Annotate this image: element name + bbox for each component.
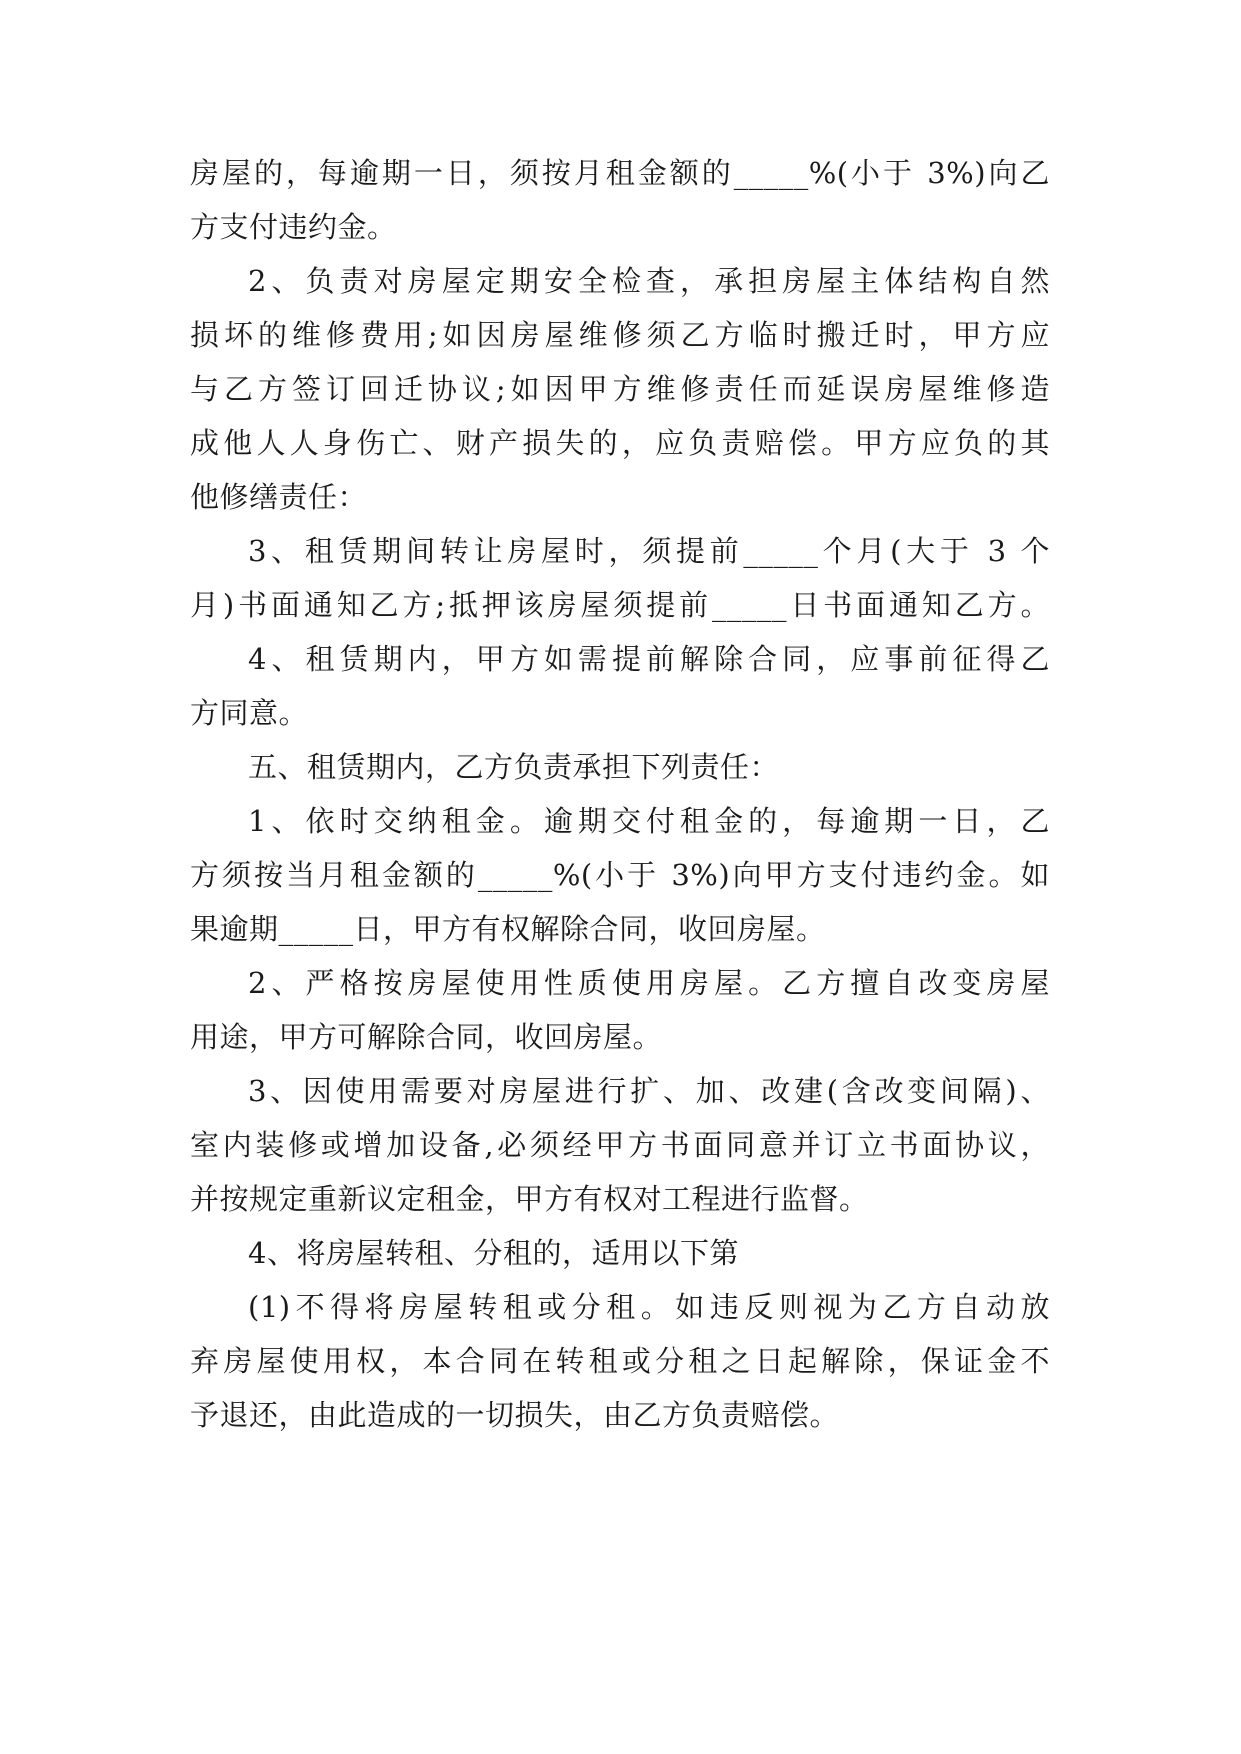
text-line: 方须按当月租金额的_____%(小于 3%)向甲方支付违约金。如: [190, 858, 1050, 892]
text-line: 1、依时交纳租金。逾期交付租金的，每逾期一日，乙: [248, 804, 1050, 838]
text-line: 方支付违约金。: [190, 210, 397, 244]
text-line: 3、因使用需要对房屋进行扩、加、改建(含改变间隔)、: [248, 1074, 1050, 1108]
text-line: 4、租赁期内，甲方如需提前解除合同，应事前征得乙: [248, 642, 1050, 676]
text-line: 他修缮责任：: [190, 480, 368, 514]
text-line: 4、将房屋转租、分租的，适用以下第: [248, 1236, 739, 1270]
text-line: 方同意。: [190, 696, 309, 730]
text-line: 月)书面通知乙方;抵押该房屋须提前_____日书面通知乙方。: [190, 588, 1050, 622]
text-line: 与乙方签订回迁协议;如因甲方维修责任而延误房屋维修造: [190, 372, 1050, 406]
text-line: 房屋的，每逾期一日，须按月租金额的_____%(小于 3%)向乙: [190, 156, 1050, 190]
text-line: 用途，甲方可解除合同，收回房屋。: [190, 1020, 663, 1054]
text-line: (1)不得将房屋转租或分租。如违反则视为乙方自动放: [248, 1290, 1050, 1324]
text-line: 弃房屋使用权，本合同在转租或分租之日起解除，保证金不: [190, 1344, 1050, 1378]
text-line: 成他人人身伤亡、财产损失的，应负责赔偿。甲方应负的其: [190, 426, 1050, 460]
text-line: 3、租赁期间转让房屋时，须提前_____个月(大于 3 个: [248, 534, 1050, 568]
text-line: 果逾期_____日，甲方有权解除合同，收回房屋。: [190, 912, 826, 946]
text-line: 损坏的维修费用;如因房屋维修须乙方临时搬迁时，甲方应: [190, 318, 1050, 352]
text-line: 予退还，由此造成的一切损失，由乙方负责赔偿。: [190, 1398, 840, 1432]
section-heading: 五、租赁期内，乙方负责承担下列责任：: [248, 750, 780, 784]
text-line: 2、负责对房屋定期安全检查，承担房屋主体结构自然: [248, 264, 1050, 298]
text-line: 2、严格按房屋使用性质使用房屋。乙方擅自改变房屋: [248, 966, 1050, 1000]
text-line: 并按规定重新议定租金，甲方有权对工程进行监督。: [190, 1182, 869, 1216]
text-line: 室内装修或增加设备,必须经甲方书面同意并订立书面协议，: [190, 1128, 1050, 1162]
